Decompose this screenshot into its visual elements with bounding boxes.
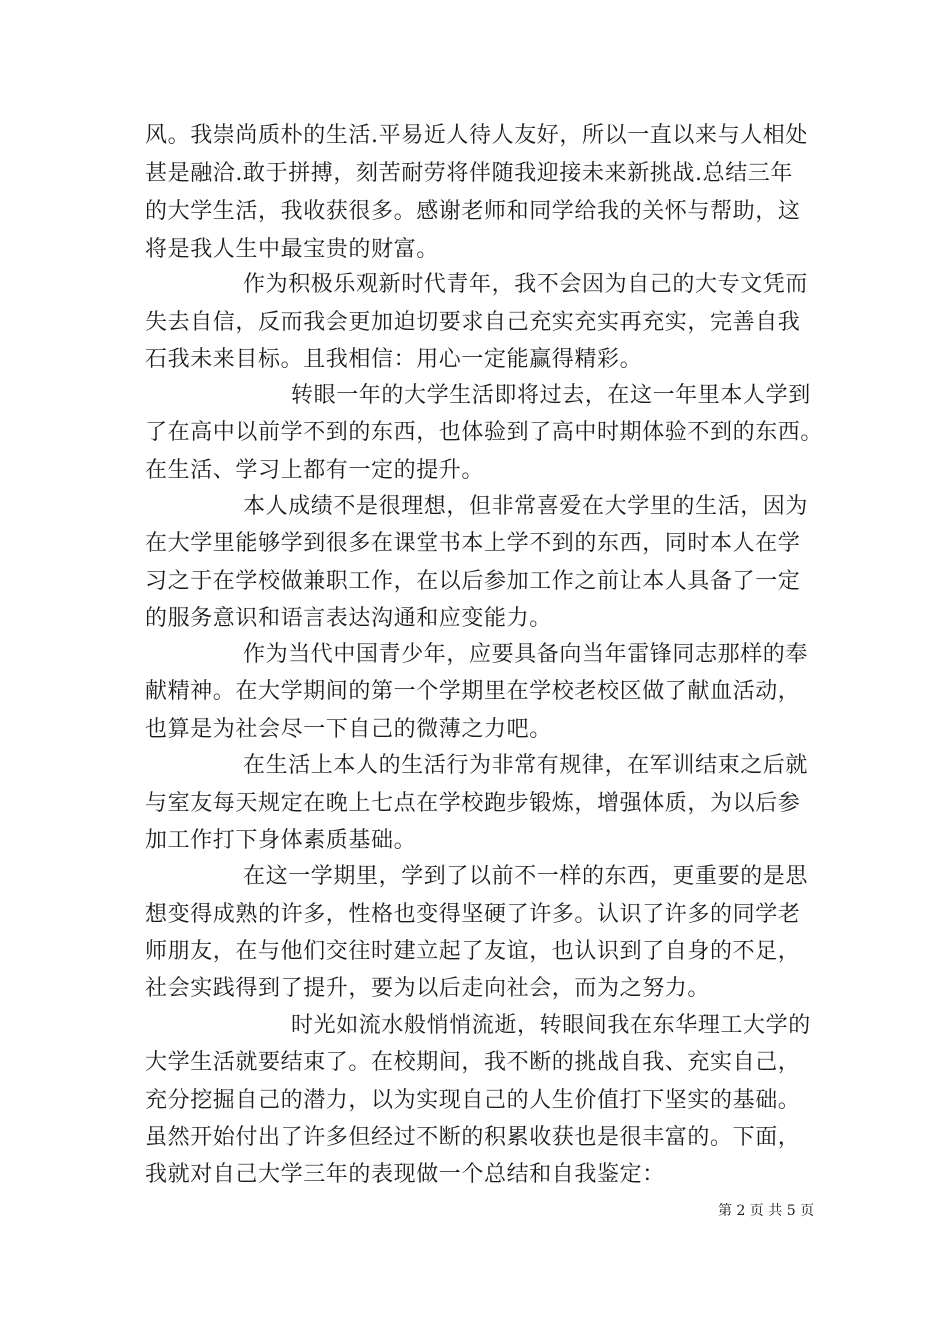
paragraph-8-line-2: 大学生活就要结束了。在校期间，我不断的挑战自我、充实自己， (145, 1050, 801, 1075)
paragraph-8-line-5: 我就对自己大学三年的表现做一个总结和自我鉴定： (145, 1162, 665, 1187)
paragraph-4-line-4: 的服务意识和语言表达沟通和应变能力。 (145, 606, 552, 631)
paragraph-7-line-2: 想变得成熟的许多，性格也变得坚硬了许多。认识了许多的同学老 (145, 902, 801, 927)
paragraph-2-line-3: 石我未来目标。且我相信：用心一定能赢得精彩。 (145, 347, 643, 372)
paragraph-2-line-2: 失去自信，反而我会更加迫切要求自己充实充实再充实，完善自我 (145, 310, 801, 335)
paragraph-3-line-3: 在生活、学习上都有一定的提升。 (145, 458, 485, 483)
paragraph-1-line-3: 的大学生活，我收获很多。感谢老师和同学给我的关怀与帮助，这 (145, 199, 801, 224)
paragraph-6-line-1: 在生活上本人的生活行为非常有规律，在军训结束之后就 (243, 753, 809, 778)
paragraph-4-line-3: 习之于在学校做兼职工作，在以后参加工作之前让本人具备了一定 (145, 569, 801, 594)
paragraph-4-line-1: 本人成绩不是很理想，但非常喜爱在大学里的生活，因为 (243, 494, 809, 519)
paragraph-5-line-2: 献精神。在大学期间的第一个学期里在学校老校区做了献血活动， (145, 679, 801, 704)
paragraph-8-line-4: 虽然开始付出了许多但经过不断的积累收获也是很丰富的。下面， (145, 1125, 801, 1150)
paragraph-7-line-1: 在这一学期里，学到了以前不一样的东西，更重要的是思 (243, 864, 809, 889)
paragraph-1-line-4: 将是我人生中最宝贵的财富。 (145, 237, 439, 262)
paragraph-3-line-2: 了在高中以前学不到的东西，也体验到了高中时期体验不到的东西。 (145, 420, 824, 445)
paragraph-6-line-3: 加工作打下身体素质基础。 (145, 828, 417, 853)
paragraph-1-line-2: 甚是融洽.敢于拼搏，刻苦耐劳将伴随我迎接未来新挑战.总结三年 (145, 161, 793, 186)
paragraph-8-line-3: 充分挖掘自己的潜力，以为实现自己的人生价值打下坚实的基础。 (145, 1088, 801, 1113)
paragraph-1-line-1: 风。我崇尚质朴的生活.平易近人待人友好，所以一直以来与人相处 (145, 123, 808, 148)
paragraph-4-line-2: 在大学里能够学到很多在课堂书本上学不到的东西，同时本人在学 (145, 531, 801, 556)
paragraph-3-line-1: 转眼一年的大学生活即将过去，在这一年里本人学到 (291, 383, 811, 408)
paragraph-6-line-2: 与室友每天规定在晚上七点在学校跑步锻炼，增强体质，为以后参 (145, 791, 801, 816)
paragraph-8-line-1: 时光如流水般悄悄流逝，转眼间我在东华理工大学的 (291, 1013, 811, 1038)
paragraph-7-line-3: 师朋友，在与他们交往时建立起了友谊，也认识到了自身的不足， (145, 939, 801, 964)
paragraph-2-line-1: 作为积极乐观新时代青年，我不会因为自己的大专文凭而 (243, 272, 809, 297)
paragraph-5-line-1: 作为当代中国青少年，应要具备向当年雷锋同志那样的奉 (243, 642, 809, 667)
paragraph-7-line-4: 社会实践得到了提升，要为以后走向社会，而为之努力。 (145, 976, 711, 1001)
paragraph-5-line-3: 也算是为社会尽一下自己的微薄之力吧。 (145, 717, 552, 742)
page-number-footer: 第 2 页 共 5 页 (718, 1203, 815, 1219)
